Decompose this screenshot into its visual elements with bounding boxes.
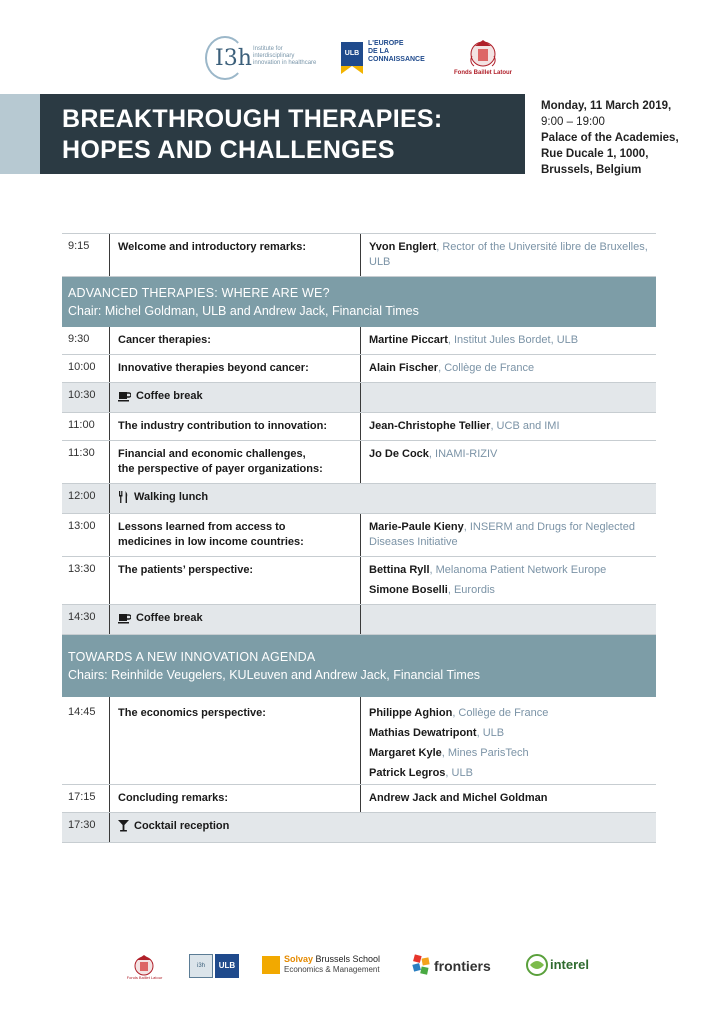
event-info	[541, 98, 716, 178]
event-date: Monday, 11 March 2019,	[541, 100, 672, 112]
frontiers-mark-icon	[412, 954, 432, 976]
ulb-mark: ULB	[341, 42, 363, 66]
section-title: ADVANCED THERAPIES: WHERE ARE WE?	[68, 286, 330, 300]
page-title: BREAKTHROUGH THERAPIES: HOPES AND CHALLENGES	[62, 105, 443, 164]
interel-globe-icon	[526, 954, 548, 976]
row-topic: Welcome and introductory remarks:	[110, 234, 361, 276]
programme-row: 11:00 The industry contribution to innovation: Jean-Christophe Tellier, UCB and IMI	[62, 413, 656, 441]
event-street: Rue Ducale 1, 1000,	[541, 148, 649, 160]
coffee-cup-icon	[118, 391, 131, 402]
programme-table	[62, 233, 656, 843]
programme-row: 11:30 Financial and economic challenges, the perspective of payer organizations: Jo De Cock, INAMI-RIZIV	[62, 441, 656, 484]
crest-icon	[466, 36, 500, 70]
ulb-flag-icon	[341, 66, 363, 74]
programme-row-reception: 17:30 Cocktail reception	[62, 813, 656, 843]
programme-row-break: 14:30 Coffee break	[62, 605, 656, 635]
event-hours: 9:00 – 19:00	[541, 116, 605, 128]
programme-row: 13:00 Lessons learned from access to medicines in low income countries: Marie-Paule Kieny, INSERM and Drugs for Neglected Diseases Initiative	[62, 514, 656, 557]
sponsor-logos	[0, 948, 722, 988]
programme-row-break: 10:30 Coffee break	[62, 383, 656, 413]
frontiers-logo: frontiers	[412, 954, 502, 982]
row-speakers: Yvon Englert, Rector of the Université libre de Bruxelles, ULB	[369, 241, 648, 268]
fonds-baillet-latour-logo: Fonds Baillet Latour	[122, 954, 167, 982]
programme-row: 13:30 The patients’ perspective: Bettina Ryll, Melanoma Patient Network Europe Simone Boselli, Eurordis	[62, 557, 656, 605]
section-header	[62, 277, 656, 327]
section-header	[62, 635, 656, 697]
programme-row: 14:45 The economics perspective: Philippe Aghion, Collège de France Mathias Dewatripont, ULB Margaret Kyle, Mines ParisTech Patrick Legros, ULB	[62, 697, 656, 785]
programme-row	[62, 233, 656, 277]
fonds-baillet-latour-logo: Fonds Baillet Latour	[448, 36, 518, 82]
i3h-logo	[205, 36, 325, 84]
cocktail-glass-icon	[118, 820, 129, 832]
row-time: 9:15	[62, 234, 110, 276]
section-chair: Chairs: Reinhilde Veugelers, KULeuven and Andrew Jack, Financial Times	[68, 668, 481, 682]
ulb-text: L'EUROPE DE LA CONNAISSANCE	[368, 40, 425, 63]
i3h-ulb-logo: i3h ULB	[189, 954, 241, 982]
header-logos	[0, 34, 722, 86]
coffee-cup-icon	[118, 613, 131, 624]
programme-row-lunch: 12:00 Walking lunch	[62, 484, 656, 514]
cutlery-icon	[118, 491, 129, 503]
event-venue: Palace of the Academies,	[541, 132, 679, 144]
programme-row: 9:30 Cancer therapies: Martine Piccart, Institut Jules Bordet, ULB	[62, 327, 656, 355]
i3h-mark: I3h	[205, 36, 245, 80]
programme-row: 17:15 Concluding remarks: Andrew Jack and Michel Goldman	[62, 785, 656, 813]
section-title: TOWARDS A NEW INNOVATION AGENDA	[68, 650, 316, 664]
event-city: Brussels, Belgium	[541, 164, 642, 176]
solvay-mark-icon	[262, 956, 280, 974]
section-chair: Chair: Michel Goldman, ULB and Andrew Jack, Financial Times	[68, 304, 419, 318]
solvay-logo: Solvay Brussels School Economics & Management	[262, 954, 390, 982]
ulb-logo	[338, 38, 438, 82]
programme-row: 10:00 Innovative therapies beyond cancer: Alain Fischer, Collège de France	[62, 355, 656, 383]
interel-logo: interel	[526, 954, 596, 982]
i3h-text: Institute for interdisciplinary innovation in healthcare	[253, 46, 317, 66]
